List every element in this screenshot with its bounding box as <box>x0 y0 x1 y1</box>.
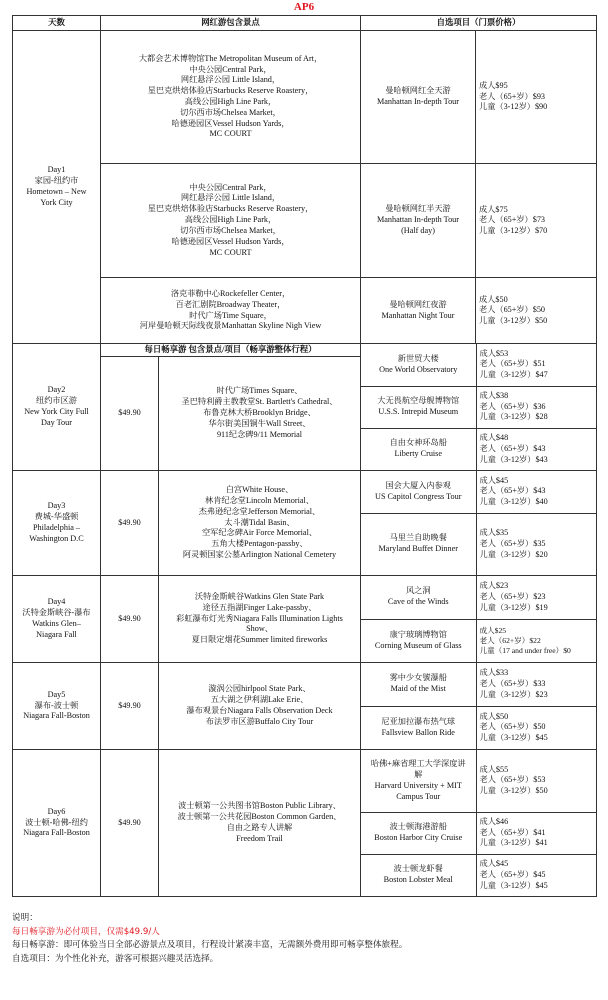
itinerary-table <box>12 15 597 897</box>
notes-heading: 说明： <box>12 913 38 923</box>
day2-label: Day2 纽约市区游 New York City Full Day Tour <box>13 344 101 471</box>
header-optional: 自选项目（门票价格） <box>361 16 597 31</box>
day1-row-3 <box>13 278 597 344</box>
day3-row <box>13 471 597 576</box>
day3-option-1: 国会大厦入内参观 US Capitol Congress Tour <box>361 471 476 513</box>
day2-option-row <box>361 428 597 470</box>
day5-option-1-fees: 成人$33 老人（65+岁）$33 儿童（3-12岁）$23 <box>479 668 548 699</box>
day3-option-row <box>361 513 597 575</box>
day2-option-row <box>361 344 597 386</box>
day6-option-1-fees: 成人$55 老人（65+岁）$53 儿童（3-12岁）$50 <box>479 764 548 796</box>
day1-tour1-option: 曼哈顿网红全天游 Manhattan In-depth Tour <box>361 31 476 164</box>
day5-sites: 漩涡公园hirlpool State Park、 五大湖之伊利湖Lake Erie、 瀑布观景台Niagara Falls Observation Deck 布法罗市区游Buffalo City Tour <box>186 684 333 726</box>
header-sites: 网红游包含景点 <box>101 16 361 31</box>
day4-label: Day4 沃特金斯峡谷-瀑布 Watkins Glen– Niagara Fall <box>13 576 101 663</box>
notes-section <box>12 912 596 966</box>
day5-options <box>361 663 597 750</box>
day1-tour2-fees: 成人$75 老人（65+岁）$73 儿童（3-12岁）$70 <box>476 164 597 278</box>
notes-daily-line: 每日畅享游：即可体验当日全部必游景点及项目，行程设计紧凑丰富，无需额外费用即可畅享整体旅程。 <box>12 940 408 950</box>
day4-row <box>13 576 597 663</box>
day2-option-row <box>361 386 597 428</box>
notes-optional-line: 自选项目：为个性化补充，游客可根据兴趣灵活选择。 <box>12 953 219 964</box>
day6-price: $49.90 <box>101 750 159 896</box>
day2-option-3: 自由女神环岛船 Liberty Cruise <box>361 428 476 470</box>
day1-tour3-option: 曼哈顿网红夜游 Manhattan Night Tour <box>361 278 476 344</box>
day6-sites: 波士顿第一公共图书馆Boston Public Library、 波士顿第一公共花园Boston Common Garden、 自由之路专人讲解 Freedom Trail <box>177 801 342 843</box>
day5-option-row <box>361 706 597 749</box>
day5-option-2: 尼亚加拉瀑布热气球 Fallsview Ballon Ride <box>361 706 476 749</box>
day3-options <box>361 471 597 576</box>
day5-price: $49.90 <box>101 663 159 749</box>
day4-options <box>361 576 597 663</box>
day6-option-2-fees: 成人$46 老人（65+岁）$41 儿童（3-12岁）$41 <box>476 812 597 854</box>
day4-option-1: 风之洞 Cave of the Winds <box>361 576 476 619</box>
day6-included <box>101 750 361 897</box>
day2-option-2-fees: 成人$38 老人（65+岁）$36 儿童（3-12岁）$28 <box>476 386 597 428</box>
day4-option-1-fees: 成人$23 老人（65+岁）$23 儿童（3-12岁）$19 <box>479 581 548 612</box>
day4-included <box>101 576 361 663</box>
day2-option-1-fees: 成人$53 老人（65+岁）$51 儿童（3-12岁）$47 <box>479 348 548 380</box>
day2-price: $49.90 <box>101 357 159 470</box>
header-row <box>13 16 597 31</box>
day1-tour3-sites: 洛克菲勒中心Rockefeller Center， 百老汇剧院Broadway Theater， 时代广场Time Square， 河岸曼哈顿天际线夜景Manhattan Skyline Nigh View <box>101 278 361 344</box>
day6-option-2: 波士顿海港游船 Boston Harbor City Cruise <box>361 812 476 854</box>
day6-option-row <box>361 812 597 854</box>
day6-option-3: 波士顿龙虾餐 Boston Lobster Meal <box>361 854 476 896</box>
notes-required-line: 每日畅享游为必付项目，仅需$49.9/人 <box>12 926 160 937</box>
day5-option-row <box>361 663 597 706</box>
day4-option-row <box>361 619 597 662</box>
day4-sites: 沃特金斯峡谷Watkins Glen State Park 途径五指湖Finger Lake-passby、 彩虹瀑布灯光秀Niagara Falls Illumination Lights Show、 夏日限定烟花Summer limited fireworks <box>176 591 343 645</box>
day3-option-row <box>361 471 597 513</box>
day1-label: Day1 家园-纽约市 Hometown – New York City <box>13 31 101 344</box>
daily-tour-header: 每日畅享游 包含景点/项目（畅享游整体行程） <box>101 344 360 357</box>
day5-option-1: 雾中少女號瀑船 Maid of the Mist <box>361 663 476 706</box>
day1-tour1-fees: 成人$95 老人（65+岁）$93 儿童（3-12岁）$90 <box>476 31 597 164</box>
day4-price: $49.90 <box>101 576 159 662</box>
day1-tour2-sites: 中央公园Central Park， 网红悬浮公园 Little Island， 星巴克烘焙体验店Starbucks Reserve Roastery， 高线公园High Line Park， 切尔西市场Chelsea Market， 哈德逊园区Vessel Hudson Yards， MC COURT <box>101 164 361 278</box>
day1-row-1 <box>13 31 597 164</box>
day3-sites: 白宫White House、 林肯纪念堂Lincoln Memorial、 杰弗逊纪念堂Jefferson Memorial、 太斗潮Tidal Basin、 空军纪念碑Air Force Memorial、 五角大楼Pentagon-passby、 阿灵顿国家公墓Arlington National Cemetery <box>182 485 337 560</box>
day5-label: Day5 瀑布-波士顿 Niagara Fall-Boston <box>13 663 101 750</box>
day4-option-2: 康宁玻璃博物馆 Corning Museum of Glass <box>361 619 476 662</box>
day5-included <box>101 663 361 750</box>
day2-option-3-fees: 成人$48 老人（65+岁）$43 儿童（3-12岁）$43 <box>476 428 597 470</box>
day6-option-1: 哈佛+麻省理工大学深度讲 解 Harvard University + MIT Campus Tour <box>361 750 476 812</box>
document-title: AP6 <box>293 1 315 13</box>
day3-option-2: 马里兰自助晚餐 Maryland Buffet Dinner <box>361 513 476 575</box>
day2-row <box>13 344 597 471</box>
day1-row-2 <box>13 164 597 278</box>
day4-option-row <box>361 576 597 619</box>
day3-price: $49.90 <box>101 471 159 575</box>
day1-tour2-option: 曼哈顿网红半天游 Manhattan In-depth Tour (Half day) <box>361 164 476 278</box>
day2-option-1: 新世贸大楼 One World Observatory <box>361 344 476 386</box>
day4-option-2-fees: 成人$25 老人（62+岁）$22 儿童（17 and under free）$0 <box>476 619 597 662</box>
day3-option-2-fees: 成人$35 老人（65+岁）$35 儿童（3-12岁）$20 <box>476 513 597 575</box>
day2-option-2: 大无畏航空母舰博物馆 U.S.S. Intrepid Museum <box>361 386 476 428</box>
day6-option-row <box>361 854 597 896</box>
day2-sites: 时代广场Times Square、 圣巴特利爵主教教堂St. Bartlett's Cathedral、 布鲁克林大桥Brooklyn Bridge、 华尔街美国铜牛Wall Street、 911纪念碑9/11 Memorial <box>181 386 338 439</box>
day2-included <box>101 344 361 471</box>
day5-option-2-fees: 成人$50 老人（65+岁）$50 儿童（3-12岁）$45 <box>476 706 597 749</box>
day6-row <box>13 750 597 897</box>
day3-option-1-fees: 成人$45 老人（65+岁）$43 儿童（3-12岁）$40 <box>479 475 548 507</box>
day6-options <box>361 750 597 897</box>
day6-option-row <box>361 750 597 812</box>
day2-options <box>361 344 597 471</box>
day6-option-3-fees: 成人$45 老人（65+岁）$45 儿童（3-12岁）$45 <box>476 854 597 896</box>
day3-label: Day3 费城-华盛顿 Philadelphia – Washington D.C <box>13 471 101 576</box>
day6-label: Day6 波士顿-哈佛-纽约 Niagara Fall-Boston <box>13 750 101 897</box>
day5-row <box>13 663 597 750</box>
header-day: 天数 <box>13 16 101 31</box>
day1-tour3-fees: 成人$50 老人（65+岁）$50 儿童（3-12岁）$50 <box>476 278 597 344</box>
day3-included <box>101 471 361 576</box>
day1-tour1-sites: 大都会艺术博物馆The Metropolitan Museum of Art， 中央公园Central Park， 网红悬浮公园 Little Island， 星巴克烘焙体验店Starbucks Reserve Roastery， 高线公园High Line Park， 切尔西市场Chelsea Market， 哈德逊园区Vessel Hudson Yards， MC COURT <box>101 31 361 164</box>
